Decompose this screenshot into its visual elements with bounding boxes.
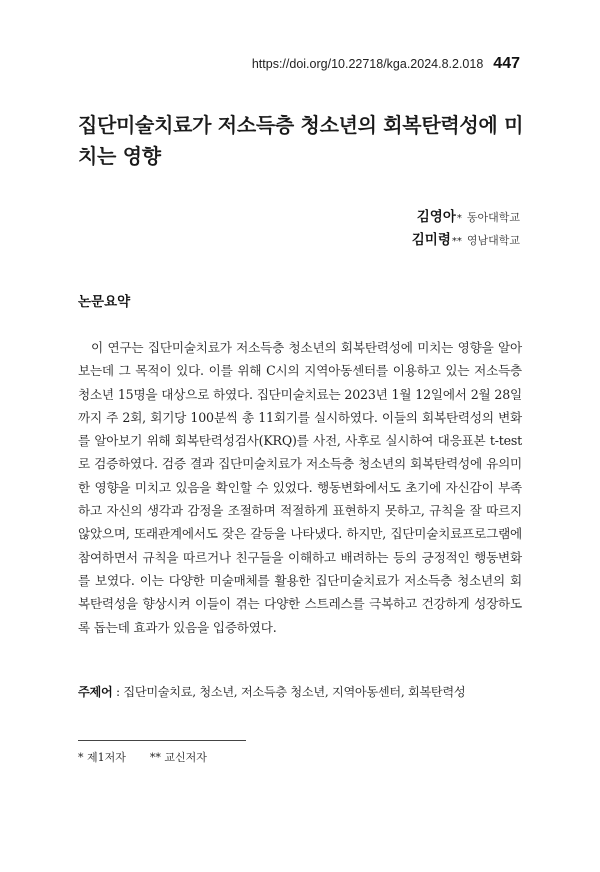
author-affiliation: 동아대학교 xyxy=(466,211,520,224)
paper-title: 집단미술치료가 저소득층 청소년의 회복탄력성에 미치는 영향 xyxy=(78,113,524,168)
author-entry xyxy=(412,228,520,251)
author-entry xyxy=(412,205,520,228)
page-header xyxy=(252,55,520,73)
author-name: 김영아 xyxy=(416,209,456,225)
abstract-heading: 논문요약 xyxy=(78,294,131,310)
author-footnote-mark: * xyxy=(456,213,462,224)
page-number: 447 xyxy=(493,55,520,72)
abstract-body: 이 연구는 집단미술치료가 저소득층 청소년의 회복탄력성에 미치는 영향을 알아보는데 그 목적이 있다. 이를 위해 C시의 지역아동센터를 이용하고 있는 저소득층 청소년 15명을 대상으로 하였다. 집단미술치료는 2023년 1월 12일에서 2월 28일까지 주 2회, 회기당 100분씩 총 11회기를 실시하였다. 이들의 회복탄력성의 변화를 알아보기 위해 회복탄력성검사(KRQ)를 사전, 사후로 실시하여 대응표본 t-test로 검증하였다. 검증 결과 집단미술치료가 저소득층 청소년의 회복탄력성에 유의미한 영향을 미치고 있음을 확인할 수 있었다. 행동변화에서도 초기에 자신감이 부족하고 자신의 생각과 감정을 조절하며 적절하게 표현하지 못하고, 규칙을 잘 따르지 않았으며, 또래관계에서도 잦은 갈등을 나타냈다. 하지만, 집단미술치료프로그램에 참여하면서 규칙을 따르거나 친구들을 이해하고 배려하는 등의 긍정적인 행동변화를 보였다. 이는 다양한 미술매체를 활용한 집단미술치료가 저소득층 청소년의 회복탄력성을 향상시켜 이들이 겪는 다양한 스트레스를 극복하고 건강하게 성장하도록 돕는데 효과가 있음을 입증하였다. xyxy=(78,340,522,635)
footnote-corresponding-author: ** 교신저자 xyxy=(149,751,207,764)
keywords-line xyxy=(78,683,528,700)
author-affiliation: 영남대학교 xyxy=(466,234,520,247)
footnote-first-author: * 제1저자 xyxy=(78,751,126,764)
keywords-text: 집단미술치료, 청소년, 저소득층 청소년, 지역아동센터, 회복탄력성 xyxy=(123,685,466,699)
author-list xyxy=(412,205,520,251)
author-footnote-mark: ** xyxy=(451,236,462,247)
doi-link[interactable]: https://doi.org/10.22718/kga.2024.8.2.018 xyxy=(251,57,484,71)
footnote-divider xyxy=(78,740,246,741)
keywords-label: 주제어 xyxy=(78,685,113,699)
author-name: 김미령 xyxy=(411,232,451,248)
footnotes xyxy=(78,749,207,765)
keywords-separator: : xyxy=(112,685,124,699)
